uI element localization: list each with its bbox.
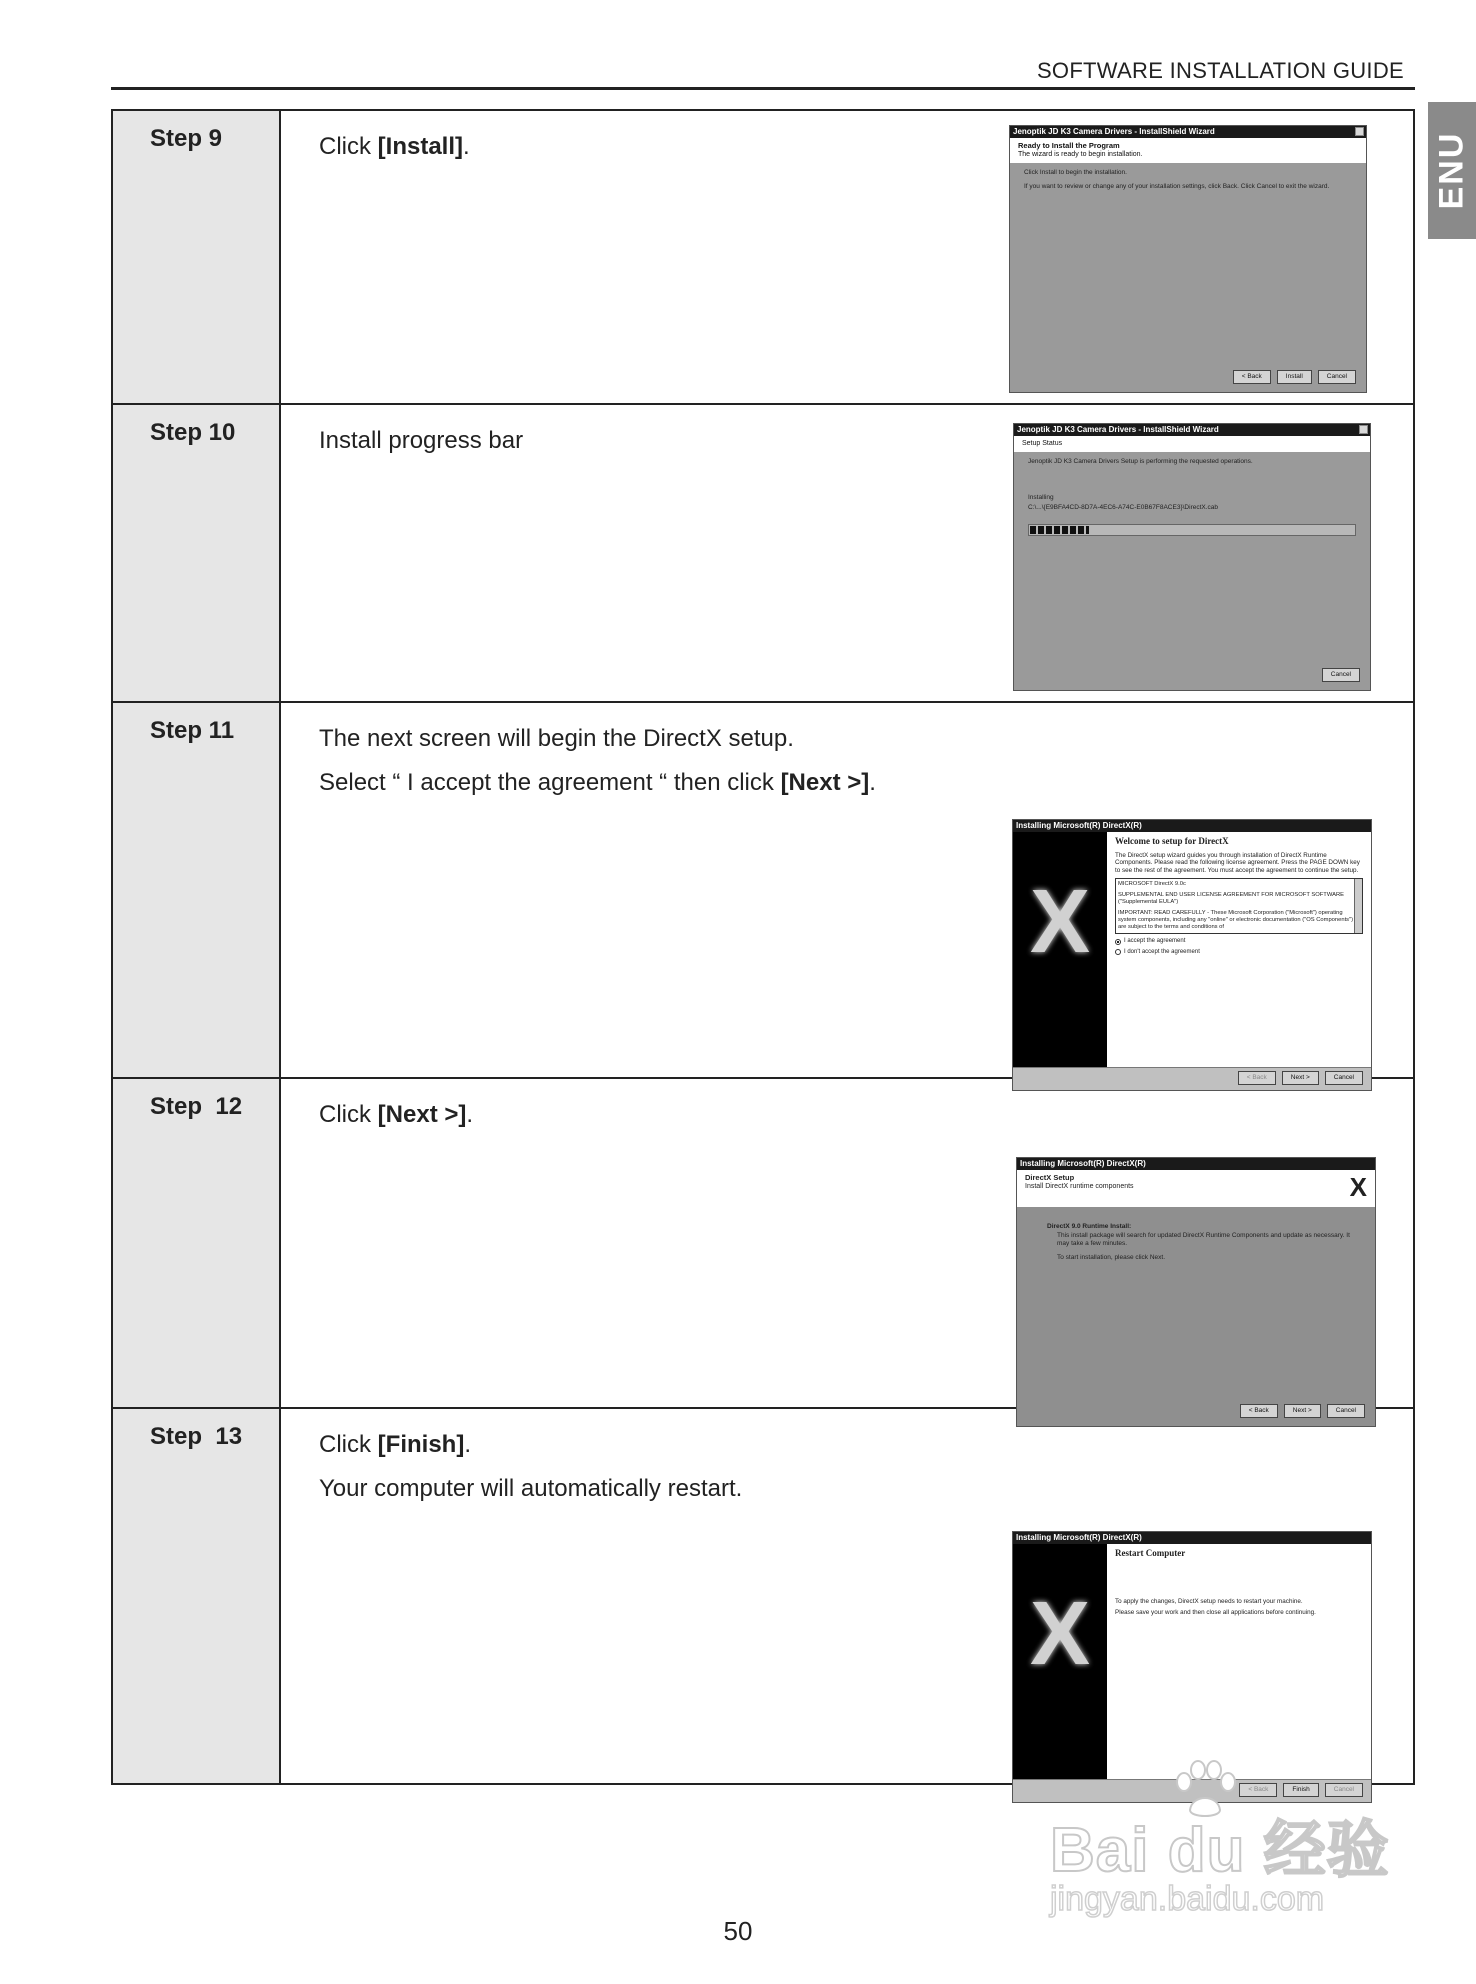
step-row [112,110,1414,404]
button-row [1322,668,1360,682]
step-row [112,404,1414,702]
window-header: DirectX Setup Install DirectX runtime components X [1017,1170,1375,1207]
step-label-cell [112,110,280,404]
directx-setup-screenshot [1016,1157,1376,1427]
back-button: < Back [1238,1071,1276,1085]
step-description-cell [280,110,1414,404]
window-title: Jenoptik JD K3 Camera Drivers - InstallShield Wizard [1014,424,1370,436]
language-tab [1428,102,1476,239]
directx-x-icon: X [1029,1583,1091,1684]
directx-logo-panel [1013,1544,1107,1780]
cancel-button: Cancel [1318,370,1356,384]
step-description-cell [280,1078,1414,1414]
directx-logo-panel [1013,832,1107,1068]
watermark-brand: Bai du 经验 [1050,1816,1390,1885]
eula-textbox: MICROSOFT DirectX 9.0c SUPPLEMENTAL END USER LICENSE AGREEMENT FOR MICROSOFT SOFTWARE ("Supplemental EULA") IMPORTANT: READ CAREFULLY - These Microsoft Corporation ("Microsoft") operating system components, including any "online" or electronic documentation ("OS Components") are subject to the terms and conditions of [1115,878,1363,934]
header-rule [111,87,1415,90]
step-label-cell [112,404,280,702]
directx-x-icon: X [1029,871,1091,972]
step-description: The next screen will begin the DirectX setup. Select “ I accept the agreement “ then click [Next >]. [319,725,876,796]
close-icon [1355,127,1364,136]
step-label: Step 9 [150,125,223,152]
next-button: Next > [1284,1404,1321,1418]
back-button: < Back [1239,1783,1277,1797]
radio-selected-icon [1115,939,1121,945]
window-header: Ready to Install the Program The wizard is ready to begin installation. [1010,138,1366,163]
installshield-progress-screenshot [1013,423,1371,691]
installshield-ready-screenshot [1009,125,1367,393]
watermark-url: jingyan.baidu.com [1050,1880,1325,1918]
cancel-button: Cancel [1322,668,1360,682]
decline-radio-row: I don't accept the agreement [1115,949,1363,957]
step-label: Step 12 [150,1093,243,1120]
button-row [1233,370,1356,384]
back-button: < Back [1240,1404,1278,1418]
step-row [112,1408,1414,1784]
window-title: Installing Microsoft(R) DirectX(R) [1013,1532,1371,1544]
directx-welcome-screenshot [1012,819,1372,1091]
step-description-cell [280,404,1414,702]
language-tab-label: ENU [1432,131,1471,210]
install-button: Install [1277,370,1312,384]
window-title: Jenoptik JD K3 Camera Drivers - InstallShield Wizard [1010,126,1366,138]
step-label-cell [112,1408,280,1784]
radio-unselected-icon [1115,949,1121,955]
step-label-cell [112,702,280,1078]
window-body: DirectX 9.0 Runtime Install: This install package will search for updated DirectX Runtime Components and update as necessary. It may take a few minutes. To start installation, please click Next. [1047,1223,1350,1261]
step-description-cell [280,702,1414,1081]
header-title: SOFTWARE INSTALLATION GUIDE [1036,58,1404,83]
step-label: Step 13 [150,1423,243,1450]
cancel-button: Cancel [1325,1071,1363,1085]
cancel-button: Cancel [1327,1404,1365,1418]
step-description: Click [Next >]. [319,1101,474,1128]
close-icon [1359,425,1368,434]
step-label: Step 10 [150,419,236,446]
window-body: Welcome to setup for DirectX The DirectX setup wizard guides you through installation of DirectX Runtime Components. Please read the following license agreement. Press the PAGE DOWN key to see the rest of the agreement. You must accept the agreement to continue the setup. MICROSOFT DirectX 9.0c SUPPLEMENTAL END USER LICENSE AGREEMENT FOR MICROSOFT SOFTWARE ("Supplemental EULA") IMPORTANT: READ CAREFULLY - These Microsoft Corporation ("Microsoft") operating system components, including any "online" or electronic documentation ("OS Components") are subject to the terms and conditions of I accept the agreement I don't accept the agreement [1115,838,1363,959]
accept-radio-row: I accept the agreement [1115,938,1363,946]
step-label-cell [112,1078,280,1408]
window-title: Installing Microsoft(R) DirectX(R) [1013,820,1371,832]
step-label: Step 11 [150,717,235,744]
step-row [112,1078,1414,1408]
step-description-cell [280,1408,1414,1793]
page-number: 50 [723,1916,753,1946]
baidu-watermark [1040,1760,1390,1930]
window-body: Restart Computer To apply the changes, DirectX setup needs to restart your machine. Please save your work and then close all applications before continuing. [1115,1548,1316,1616]
next-button: Next > [1282,1071,1319,1085]
install-progress-bar [1028,524,1356,536]
finish-button: Finish [1283,1783,1318,1797]
step-description: Install progress bar [319,427,524,454]
back-button: < Back [1233,370,1271,384]
step-description: Click [Finish]. Your computer will automatically restart. [319,1431,743,1502]
window-header: Setup Status [1014,436,1370,452]
window-title: Installing Microsoft(R) DirectX(R) [1017,1158,1375,1170]
scrollbar [1354,879,1362,933]
window-body: Click Install to begin the installation. If you want to review or change any of your installation settings, click Back. Click Cancel to exit the wizard. [1024,169,1330,190]
step-row [112,702,1414,1078]
directx-x-icon: X [1349,1172,1367,1202]
steps-table [111,109,1415,1793]
step-description: Click [Install]. [319,133,470,160]
window-body: Jenoptik JD K3 Camera Drivers Setup is performing the requested operations. Installing C:\...\{E9BFA4CD-8D7A-4EC6-A74C-E0B67F8ACE3}\DirectX.cab [1028,458,1253,511]
progress-fill [1030,526,1089,534]
cancel-button: Cancel [1325,1783,1363,1797]
